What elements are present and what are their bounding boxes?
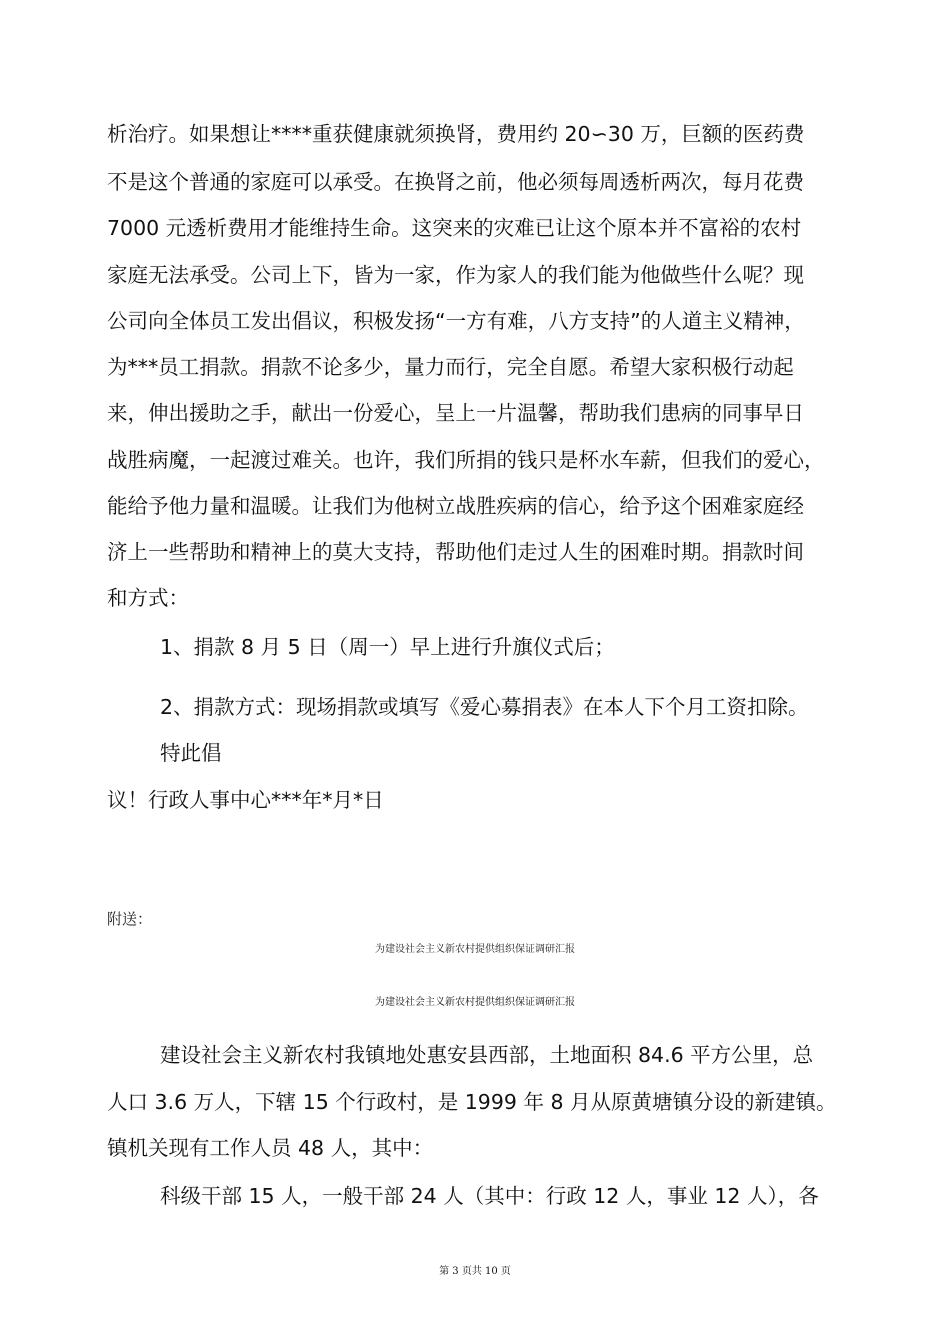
signoff: 议！行政人事中心***年*月*日 (107, 788, 384, 812)
body-line: 济上一些帮助和精神上的莫大支持，帮助他们走过人生的困难时期。捐款时间 (107, 540, 804, 564)
list-item: 2、捐款方式：现场捐款或填写《爱心募捐表》在本人下个月工资扣除。 (160, 695, 809, 719)
list-item: 特此倡 (160, 741, 222, 765)
report-line: 科级干部 15 人，一般干部 24 人（其中：行政 12 人，事业 12 人），各 (160, 1184, 819, 1208)
attachment-label: 附送： (107, 910, 153, 928)
report-line: 建设社会主义新农村我镇地处惠安县西部，土地面积 84.6 平方公里，总 (160, 1043, 814, 1067)
body-line: 7000 元透析费用才能维持生命。这突来的灾难已让这个原本并不富裕的农村 (107, 216, 802, 240)
body-line: 家庭无法承受。公司上下，皆为一家，作为家人的我们能为他做些什么呢？现 (107, 263, 804, 287)
body-line: 公司向全体员工发出倡议，积极发扬“一方有难，八方支持”的人道主义精神， (107, 309, 805, 333)
page-number-footer: 第 3 页共 10 页 (439, 1266, 511, 1277)
report-header: 为建设社会主义新农村提供组织保证调研汇报 (375, 944, 575, 955)
report-title: 为建设社会主义新农村提供组织保证调研汇报 (375, 997, 575, 1008)
body-line: 能给予他力量和温暖。让我们为他树立战胜疾病的信心，给予这个困难家庭经 (107, 494, 804, 518)
list-item: 1、捐款 8 月 5 日（周一）早上进行升旗仪式后； (160, 635, 615, 659)
body-line: 战胜病魔，一起渡过难关。也许，我们所捐的钱只是杯水车薪，但我们的爱心， (107, 448, 825, 472)
body-line: 析治疗。如果想让****重获健康就须换肾，费用约 20∽30 万，巨额的医药费 (107, 122, 805, 146)
report-line: 人口 3.6 万人，下辖 15 个行政村，是 1999 年 8 月从原黄塘镇分设的新建镇。 (107, 1090, 837, 1114)
body-line: 来，伸出援助之手，献出一份爱心，呈上一片温馨，帮助我们患病的同事早日 (107, 401, 804, 425)
body-line: 为***员工捐款。捐款不论多少，量力而行，完全自愿。希望大家积极行动起 (107, 355, 794, 379)
report-line: 镇机关现有工作人员 48 人，其中： (107, 1136, 434, 1160)
body-line: 和方式： (107, 586, 189, 610)
body-line: 不是这个普通的家庭可以承受。在换肾之前，他必须每周透析两次，每月花费 (107, 170, 804, 194)
